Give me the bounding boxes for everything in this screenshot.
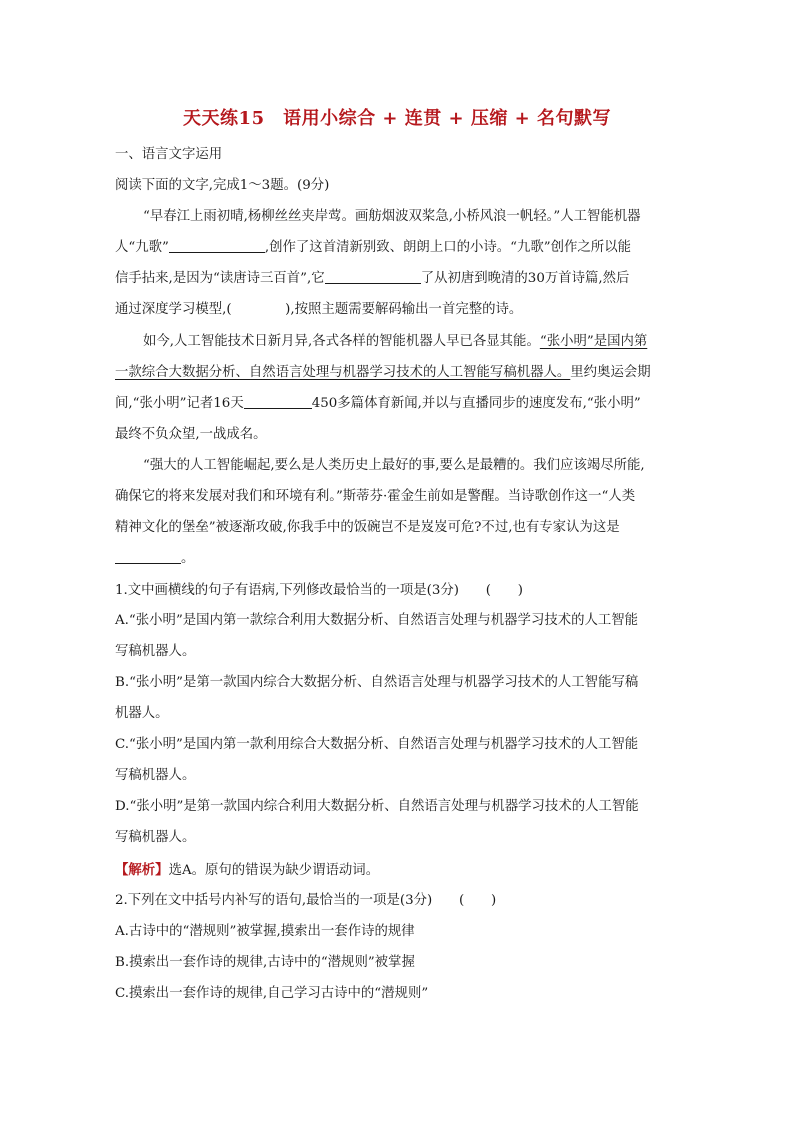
text-segment: 里约奥运会期 — [570, 365, 651, 380]
passage-p3-line1: “强大的人工智能崛起,要么是人类历史上最好的事,要么是最糟的。我们应该竭尽所能, — [143, 458, 645, 473]
passage-p1-line4: 通过深度学习模型,( ),按照主题需要解码输出一首完整的诗。 — [115, 302, 523, 317]
question-1-option-a: A.“张小明”是国内第一款综合利用大数据分析、自然语言处理与机器学习技术的人工智能 — [115, 613, 639, 628]
passage-p1-line1: “早春江上雨初晴,杨柳丝丝夹岸莺。画舫烟波双桨急,小桥风浪一帆轻。”人工智能机器 — [143, 209, 641, 224]
question-1-option-a-cont: 写稿机器人。 — [115, 644, 196, 659]
text-segment: 了从初唐到晚清的30万首诗篇,然后 — [420, 271, 630, 286]
underlined-sentence: “张小明”是国内第 — [539, 334, 648, 349]
question-2-option-a: A.古诗中的“潜规则”被掌握,摸索出一套作诗的规律 — [115, 924, 415, 939]
passage-p3-line2: 确保它的将来发展对我们和环境有利。”斯蒂芬·霍金生前如是警醒。当诗歌创作这一“人类 — [115, 489, 636, 504]
question-2-option-b: B.摸索出一套作诗的规律,古诗中的“潜规则”被掌握 — [115, 955, 415, 970]
passage-p2-line2 — [115, 363, 651, 383]
analysis-text: 选A。原句的错误为缺少谓语动词。 — [168, 863, 380, 878]
text-segment: 信手拈来,是因为“读唐诗三百首”,它 — [115, 271, 325, 286]
analysis-tag: 【解析】 — [115, 862, 169, 878]
text-segment: 。 — [181, 551, 195, 566]
question-1-analysis — [115, 860, 379, 881]
question-2-stem: 2.下列在文中括号内补写的语句,最恰当的一项是(3分) ( ) — [115, 893, 497, 908]
question-2-option-c: C.摸索出一套作诗的规律,自己学习古诗中的“潜规则” — [115, 986, 429, 1001]
text-segment: 450多篇体育新闻,并以与直播同步的速度发布,“张小明” — [311, 396, 641, 411]
question-1-option-b: B.“张小明”是第一款国内综合大数据分析、自然语言处理与机器学习技术的人工智能写稿 — [115, 675, 639, 690]
underlined-sentence: 一款综合大数据分析、自然语言处理与机器学习技术的人工智能写稿机器人。 — [115, 365, 571, 380]
fill-blank — [244, 394, 312, 409]
passage-p2-line1 — [143, 332, 647, 352]
fill-blank — [115, 549, 181, 564]
question-1-stem: 1.文中画横线的句子有语病,下列修改最恰当的一项是(3分) ( ) — [115, 583, 523, 598]
question-1-option-d-cont: 写稿机器人。 — [115, 830, 196, 845]
instructions: 阅读下面的文字,完成1～3题。(9分) — [115, 178, 330, 193]
passage-p1-line2 — [115, 238, 631, 258]
passage-p2-line3 — [115, 394, 641, 414]
question-1-option-b-cont: 机器人。 — [115, 706, 169, 721]
text-segment: 间,“张小明”记者16天 — [115, 396, 244, 411]
text-segment: ,创作了这首清新别致、朗朗上口的小诗。“九歌”创作之所以能 — [264, 240, 631, 255]
section-heading: 一、语言文字运用 — [115, 147, 223, 162]
fill-blank — [169, 238, 265, 253]
passage-p1-line3 — [115, 269, 629, 289]
page-title: 天天练15 语用小综合 + 连贯 + 压缩 + 名句默写 — [183, 108, 611, 129]
fill-blank — [325, 269, 421, 284]
question-1-option-d: D.“张小明”是第一款国内综合利用大数据分析、自然语言处理与机器学习技术的人工智能 — [115, 799, 639, 814]
passage-p3-line4 — [115, 549, 194, 569]
question-1-option-c-cont: 写稿机器人。 — [115, 768, 196, 783]
passage-p3-line3: 精神文化的堡垒”被逐渐攻破,你我手中的饭碗岂不是岌岌可危?不过,也有专家认为这是 — [115, 520, 620, 535]
text-segment: 人“九歌” — [115, 240, 169, 255]
text-segment: 如今,人工智能技术日新月异,各式各样的智能机器人早已各显其能。 — [143, 334, 540, 349]
question-1-option-c: C.“张小明”是国内第一款利用综合大数据分析、自然语言处理与机器学习技术的人工智能 — [115, 737, 639, 752]
passage-p2-line4: 最终不负众望,一战成名。 — [115, 427, 267, 442]
